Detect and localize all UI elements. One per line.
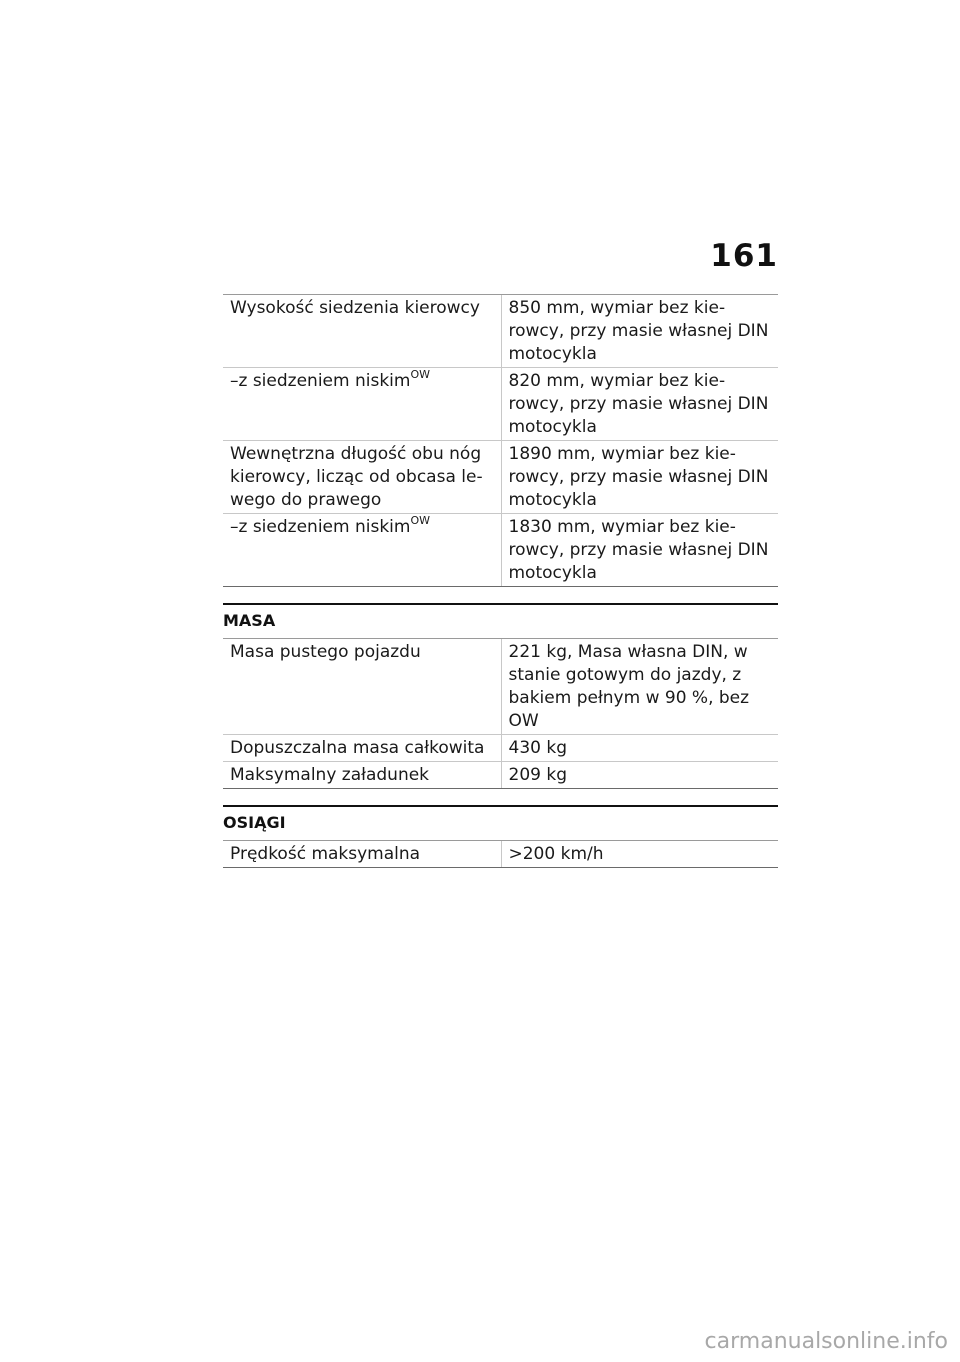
mass-table <box>223 638 778 789</box>
spec-value: 221 kg, Masa własna DIN, w stanie gotowym do jazdy, z bakiem pełnym w 90 %, bez OW <box>501 639 778 735</box>
watermark: carmanualsonline.info <box>704 1329 948 1354</box>
spec-label: Dopuszczalna masa całkowita <box>223 735 501 762</box>
spec-value: 820 mm, wymiar bez kie-rowcy, przy masie własnej DIN motocykla <box>501 368 778 441</box>
spec-label: Prędkość maksymalna <box>223 841 501 868</box>
table-row <box>223 735 778 762</box>
spec-value: 1830 mm, wymiar bez kie-rowcy, przy masie własnej DIN motocykla <box>501 514 778 587</box>
section-heading-masa: MASA <box>223 603 778 638</box>
dimensions-table <box>223 294 778 587</box>
spec-value: 850 mm, wymiar bez kie-rowcy, przy masie własnej DIN motocykla <box>501 295 778 368</box>
page-number: 161 <box>710 238 778 274</box>
spec-value: >200 km/h <box>501 841 778 868</box>
table-row <box>223 441 778 514</box>
table-row <box>223 368 778 441</box>
spec-value: 430 kg <box>501 735 778 762</box>
spec-content <box>223 294 778 868</box>
spec-label: Wysokość siedzenia kierowcy <box>223 295 501 368</box>
section-heading-osiagi: OSIĄGI <box>223 805 778 840</box>
spec-value: 1890 mm, wymiar bez kie-rowcy, przy masie własnej DIN motocykla <box>501 441 778 514</box>
option-superscript: OW <box>410 514 430 527</box>
spec-label: –z siedzeniem niskim$^{OW}$ <box>223 514 501 587</box>
table-row <box>223 762 778 789</box>
table-row <box>223 295 778 368</box>
performance-table <box>223 840 778 868</box>
table-row <box>223 841 778 868</box>
option-superscript: OW <box>410 368 430 381</box>
spec-label: Masa pustego pojazdu <box>223 639 501 735</box>
spec-label: Maksymalny załadunek <box>223 762 501 789</box>
table-row <box>223 639 778 735</box>
spec-label: –z siedzeniem niskim$^{OW}$ <box>223 368 501 441</box>
spec-value: 209 kg <box>501 762 778 789</box>
spec-label: Wewnętrzna długość obu nóg kierowcy, licząc od obcasa le-wego do prawego <box>223 441 501 514</box>
table-row <box>223 514 778 587</box>
